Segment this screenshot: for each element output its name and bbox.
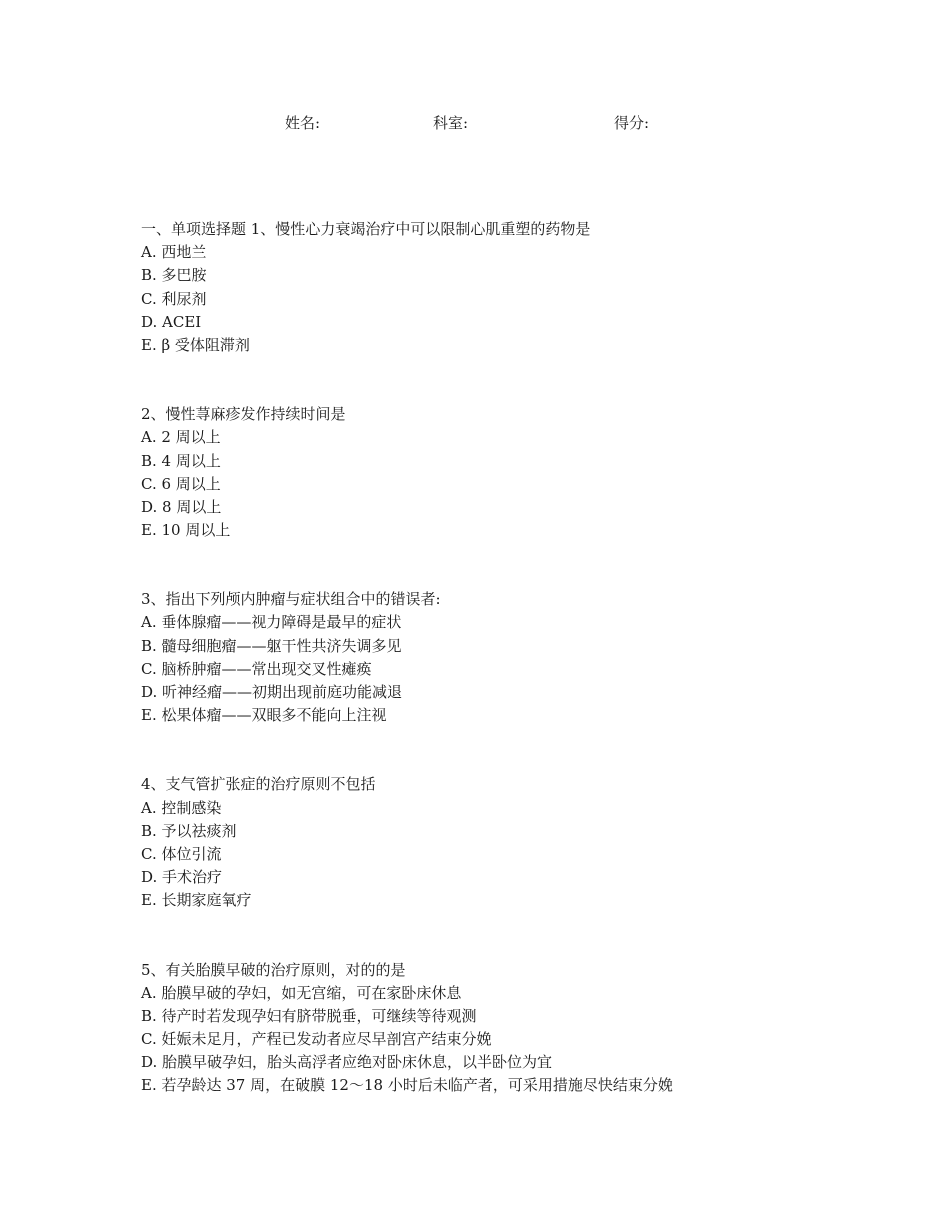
option-d: D. 手术治疗	[141, 868, 223, 887]
option-e: E. 长期家庭氧疗	[141, 891, 252, 910]
question-3	[141, 588, 901, 727]
option-e: E. 若孕龄达 37 周，在破膜 12～18 小时后未临产者，可采用措施尽快结束分娩	[141, 1076, 673, 1095]
question-text: 2、慢性荨麻疹发作持续时间是	[141, 405, 346, 424]
question-text: 5、有关胎膜早破的治疗原则，对的的是	[141, 960, 406, 979]
option-d: D. 胎膜早破孕妇，胎头高浮者应绝对卧床休息，以半卧位为宜	[141, 1053, 553, 1072]
option-a: A. 垂体腺瘤——视力障碍是最早的症状	[141, 613, 402, 632]
score-field-label: 得分:	[614, 114, 650, 132]
option-b: B. 待产时若发现孕妇有脐带脱垂，可继续等待观测	[141, 1006, 477, 1025]
question-list	[141, 218, 901, 1144]
name-field-label: 姓名:	[285, 114, 321, 132]
option-a: A. 西地兰	[141, 243, 207, 262]
option-e: E. 松果体瘤——双眼多不能向上注视	[141, 706, 387, 725]
option-c: C. 妊娠未足月，产程已发动者应尽早剖宫产结束分娩	[141, 1030, 492, 1049]
option-c: C. 6 周以上	[141, 474, 221, 493]
option-c: C. 脑桥肿瘤——常出现交叉性瘫痪	[141, 659, 372, 678]
question-2	[141, 403, 901, 542]
question-5	[141, 959, 901, 1098]
option-e: E. β 受体阻滞剂	[141, 335, 250, 354]
question-1	[141, 218, 901, 357]
question-4	[141, 773, 901, 912]
option-c: C. 利尿剂	[141, 289, 207, 308]
question-text: 一、单项选择题 1、慢性心力衰竭治疗中可以限制心肌重塑的药物是	[141, 220, 591, 238]
option-a: A. 2 周以上	[141, 428, 221, 447]
option-d: D. 听神经瘤——初期出现前庭功能减退	[141, 683, 403, 701]
question-text: 3、指出下列颅内肿瘤与症状组合中的错误者:	[141, 590, 441, 609]
department-field-label: 科室:	[433, 114, 469, 132]
option-b: B. 髓母细胞瘤——躯干性共济失调多见	[141, 636, 402, 655]
option-c: C. 体位引流	[141, 844, 222, 863]
option-a: A. 控制感染	[141, 798, 222, 817]
question-text: 4、支气管扩张症的治疗原则不包括	[141, 775, 376, 794]
option-d: D. 8 周以上	[141, 497, 222, 516]
option-b: B. 予以祛痰剂	[141, 821, 237, 840]
option-d: D. ACEI	[141, 312, 202, 331]
option-e: E. 10 周以上	[141, 521, 231, 540]
option-b: B. 4 周以上	[141, 451, 221, 470]
option-a: A. 胎膜早破的孕妇，如无宫缩，可在家卧床休息	[141, 983, 462, 1002]
option-b: B. 多巴胺	[141, 266, 207, 285]
